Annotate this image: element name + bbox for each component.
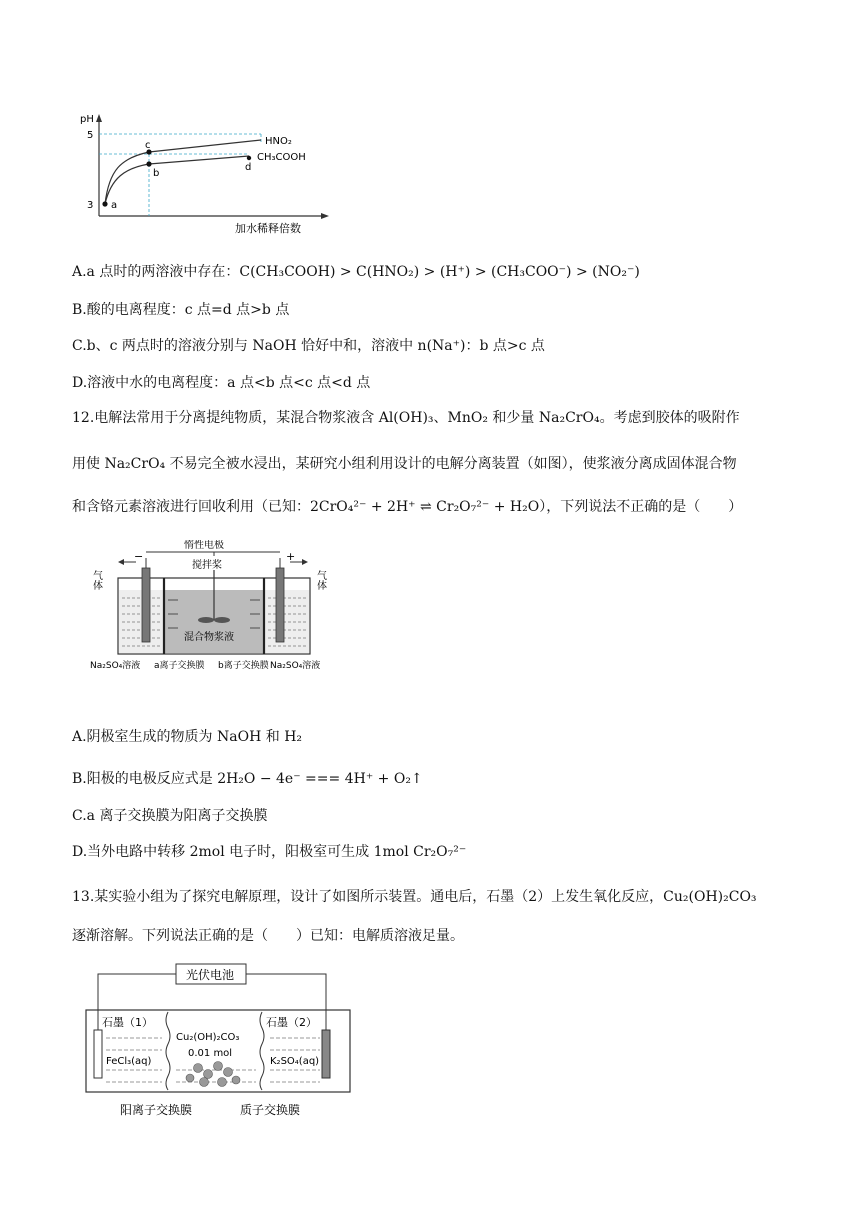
q11-option-b: B.酸的电离程度：c 点=d 点>b 点	[72, 302, 290, 318]
point-b-label: b	[153, 168, 160, 179]
q12-option-b: B.阳极的电极反应式是 2H₂O − 4e⁻ === 4H⁺ + O₂↑	[72, 771, 423, 787]
proton-membrane-label: 质子交换膜	[240, 1103, 301, 1117]
right-gas-label: 气体	[314, 570, 326, 590]
y-axis-label: pH	[80, 114, 94, 125]
q12-option-a: A.阴极室生成的物质为 NaOH 和 H₂	[72, 729, 303, 745]
q12-stem-line2: 用使 Na₂CrO₄ 不易完全被水浸出，某研究小组利用设计的电解分离装置（如图），使浆液分离成固体混合物	[72, 456, 737, 472]
q11-option-a: A.a 点时的两溶液中存在：C(CH₃COOH) > C(HNO₂) > (H⁺) > (CH₃COO⁻) > (NO₂⁻)	[72, 264, 640, 280]
cation-membrane-label: 阳离子交换膜	[120, 1103, 193, 1117]
q12-option-d: D.当外电路中转移 2mol 电子时，阳极室可生成 1mol Cr₂O₇²⁻	[72, 844, 467, 860]
photovoltaic-electrolysis-diagram	[80, 960, 370, 1125]
ph-dilution-chart	[75, 108, 345, 238]
graphite-1-label: 石墨（1）	[102, 1016, 153, 1029]
series-hno2-label: HNO₂	[265, 136, 292, 147]
right-solution-label: Na₂SO₄溶液	[270, 661, 321, 671]
q11-option-c: C.b、c 两点时的溶液分别与 NaOH 恰好中和，溶液中 n(Na⁺)：b 点>c 点	[72, 338, 545, 354]
inert-electrode-label: 惰性电极	[184, 540, 224, 551]
q12-option-c: C.a 离子交换膜为阳离子交换膜	[72, 808, 268, 824]
graphite-2-label: 石墨（2）	[266, 1016, 317, 1029]
point-d-label: d	[245, 162, 252, 173]
electrolysis-separation-diagram	[88, 540, 338, 695]
series-ch3cooh-label: CH₃COOH	[257, 152, 306, 163]
y-tick-3: 3	[87, 200, 94, 211]
cathode-sign: −	[134, 550, 144, 563]
compound-label: Cu₂(OH)₂CO₃	[176, 1032, 240, 1043]
q13-stem-line1: 13.某实验小组为了探究电解原理，设计了如图所示装置。通电后，石墨（2）上发生氧化反应，Cu₂(OH)₂CO₃	[72, 889, 757, 905]
membrane-b-label: b离子交换膜	[218, 661, 269, 671]
q11-option-d: D.溶液中水的电离程度：a 点<b 点<c 点<d 点	[72, 375, 371, 391]
y-tick-5: 5	[87, 130, 94, 141]
q12-stem-line1: 12.电解法常用于分离提纯物质，某混合物浆液含 Al(OH)₃、MnO₂ 和少量 Na₂CrO₄。考虑到胶体的吸附作	[72, 410, 740, 426]
amount-label: 0.01 mol	[188, 1048, 233, 1059]
stirrer-label: 搅拌桨	[192, 560, 222, 571]
x-axis-label: 加水稀释倍数	[235, 222, 301, 235]
point-a-label: a	[111, 200, 118, 211]
q12-stem-line3: 和含铬元素溶液进行回收利用（已知：2CrO₄²⁻ + 2H⁺ ⇌ Cr₂O₇²⁻ + H₂O），下列说法不正确的是（ ）	[72, 499, 743, 515]
left-solution-label: FeCl₃(aq)	[106, 1056, 152, 1067]
right-solution-label: K₂SO₄(aq)	[270, 1056, 320, 1067]
pv-battery-label: 光伏电池	[186, 968, 235, 982]
slurry-label: 混合物浆液	[184, 632, 234, 643]
left-solution-label: Na₂SO₄溶液	[90, 661, 141, 671]
left-gas-label: 气体	[90, 570, 102, 590]
q13-stem-line2: 逐渐溶解。下列说法正确的是（ ）已知：电解质溶液足量。	[72, 928, 464, 944]
anode-sign: +	[286, 550, 296, 563]
membrane-a-label: a离子交换膜	[154, 661, 205, 671]
point-c-label: c	[145, 140, 151, 151]
